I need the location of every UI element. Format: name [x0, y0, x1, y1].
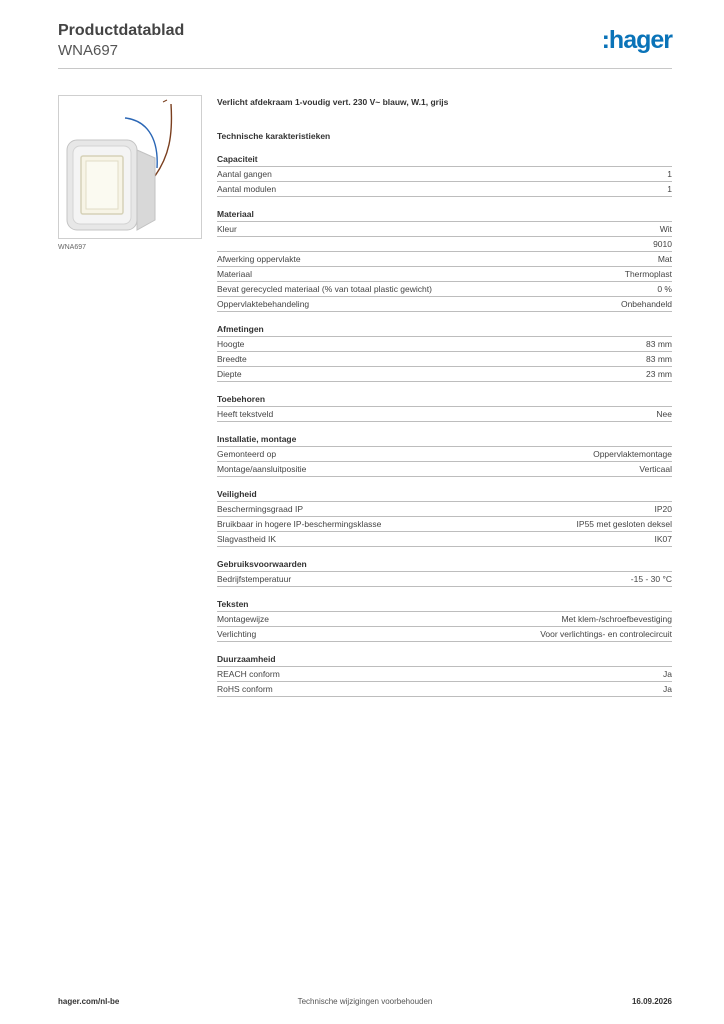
spec-value: Voor verlichtings- en controlecircuit	[540, 629, 672, 639]
section-title: Gebruiksvoorwaarden	[217, 558, 672, 572]
spec-row	[217, 237, 672, 252]
spec-value: 23 mm	[646, 369, 672, 379]
spec-label: Bevat gerecycled materiaal (% van totaal plastic gewicht)	[217, 284, 432, 294]
spec-row	[217, 447, 672, 462]
section-title: Duurzaamheid	[217, 653, 672, 667]
header-divider	[58, 68, 672, 69]
section-title: Afmetingen	[217, 323, 672, 337]
section-title: Veiligheid	[217, 488, 672, 502]
spec-label: Materiaal	[217, 269, 252, 279]
spec-value: 1	[667, 184, 672, 194]
spec-row	[217, 502, 672, 517]
spec-value: 9010	[653, 239, 672, 249]
spec-value: 0 %	[657, 284, 672, 294]
spec-label: Slagvastheid IK	[217, 534, 277, 544]
spec-row	[217, 572, 672, 587]
page-header	[58, 22, 672, 68]
spec-section	[217, 153, 672, 197]
footer-website-link[interactable]: hager.com/nl-be	[58, 997, 120, 1006]
hager-logo	[602, 26, 672, 56]
spec-value: Ja	[663, 684, 672, 694]
spec-row	[217, 462, 672, 477]
spec-row	[217, 667, 672, 682]
spec-label: Beschermingsgraad IP	[217, 504, 303, 514]
spec-sections	[217, 153, 672, 697]
spec-label: Afwerking oppervlakte	[217, 254, 301, 264]
spec-value: Met klem-/schroefbevestiging	[561, 614, 672, 624]
spec-label: Aantal modulen	[217, 184, 277, 194]
spec-label: Montagewijze	[217, 614, 269, 624]
section-title: Installatie, montage	[217, 433, 672, 447]
spec-value: Onbehandeld	[620, 299, 672, 309]
spec-label: Kleur	[217, 224, 237, 234]
technical-characteristics-title: Technische karakteristieken	[217, 131, 331, 141]
spec-value: Mat	[657, 254, 672, 264]
spec-value: IK07	[654, 534, 672, 544]
spec-label: REACH conform	[217, 669, 280, 679]
spec-label: Heeft tekstveld	[217, 409, 274, 419]
spec-row	[217, 297, 672, 312]
spec-row	[217, 182, 672, 197]
spec-value: 83 mm	[646, 339, 672, 349]
spec-value: 83 mm	[646, 354, 672, 364]
spec-row	[217, 532, 672, 547]
spec-section	[217, 558, 672, 587]
spec-row	[217, 252, 672, 267]
spec-label: Oppervlaktebehandeling	[217, 299, 310, 309]
spec-row	[217, 352, 672, 367]
spec-row	[217, 282, 672, 297]
spec-label: Diepte	[217, 369, 242, 379]
spec-row	[217, 517, 672, 532]
spec-section	[217, 488, 672, 547]
spec-label: Bedrijfstemperatuur	[217, 574, 292, 584]
spec-row	[217, 367, 672, 382]
cover-frame-image-icon	[59, 96, 201, 238]
product-code: WNA697	[58, 42, 119, 59]
document-title: Productdatablad	[58, 22, 185, 39]
footer-date: 16.09.2026	[631, 997, 672, 1006]
spec-section	[217, 323, 672, 382]
spec-value: Nee	[656, 409, 672, 419]
spec-label: Gemonteerd op	[217, 449, 277, 459]
spec-label: Breedte	[217, 354, 247, 364]
product-content	[217, 96, 672, 697]
spec-value: -15 - 30 °C	[630, 574, 672, 584]
spec-value: 1	[667, 169, 672, 179]
page-footer	[58, 997, 672, 1011]
spec-row	[217, 337, 672, 352]
spec-value: Oppervlaktemontage	[593, 449, 672, 459]
spec-row	[217, 267, 672, 282]
spec-row	[217, 222, 672, 237]
spec-value: Verticaal	[639, 464, 672, 474]
spec-value: Wit	[659, 224, 672, 234]
product-image	[58, 95, 202, 239]
spec-section	[217, 208, 672, 312]
spec-value: Thermoplast	[624, 269, 672, 279]
footer-disclaimer: Technische wijzigingen voorbehouden	[297, 997, 433, 1006]
spec-row	[217, 167, 672, 182]
logo-text: :hager	[601, 26, 672, 54]
spec-label: RoHS conform	[217, 684, 273, 694]
spec-label: Aantal gangen	[217, 169, 272, 179]
spec-row	[217, 627, 672, 642]
product-image-caption: WNA697	[58, 244, 87, 251]
spec-label: Verlichting	[217, 629, 257, 639]
spec-label: Bruikbaar in hogere IP-beschermingsklasse	[217, 519, 382, 529]
spec-value: IP55 met gesloten deksel	[576, 519, 672, 529]
section-title: Toebehoren	[217, 393, 672, 407]
spec-value: IP20	[654, 504, 672, 514]
spec-section	[217, 653, 672, 697]
spec-label: Hoogte	[217, 339, 245, 349]
product-description: Verlicht afdekraam 1-voudig vert. 230 V~ blauw, W.1, grijs	[217, 97, 449, 107]
spec-row	[217, 682, 672, 697]
section-title: Capaciteit	[217, 153, 672, 167]
spec-value: Ja	[663, 669, 672, 679]
spec-row	[217, 612, 672, 627]
spec-label: Montage/aansluitpositie	[217, 464, 307, 474]
spec-section	[217, 393, 672, 422]
section-title: Teksten	[217, 598, 672, 612]
spec-row	[217, 407, 672, 422]
section-title: Materiaal	[217, 208, 672, 222]
spec-section	[217, 433, 672, 477]
spec-section	[217, 598, 672, 642]
